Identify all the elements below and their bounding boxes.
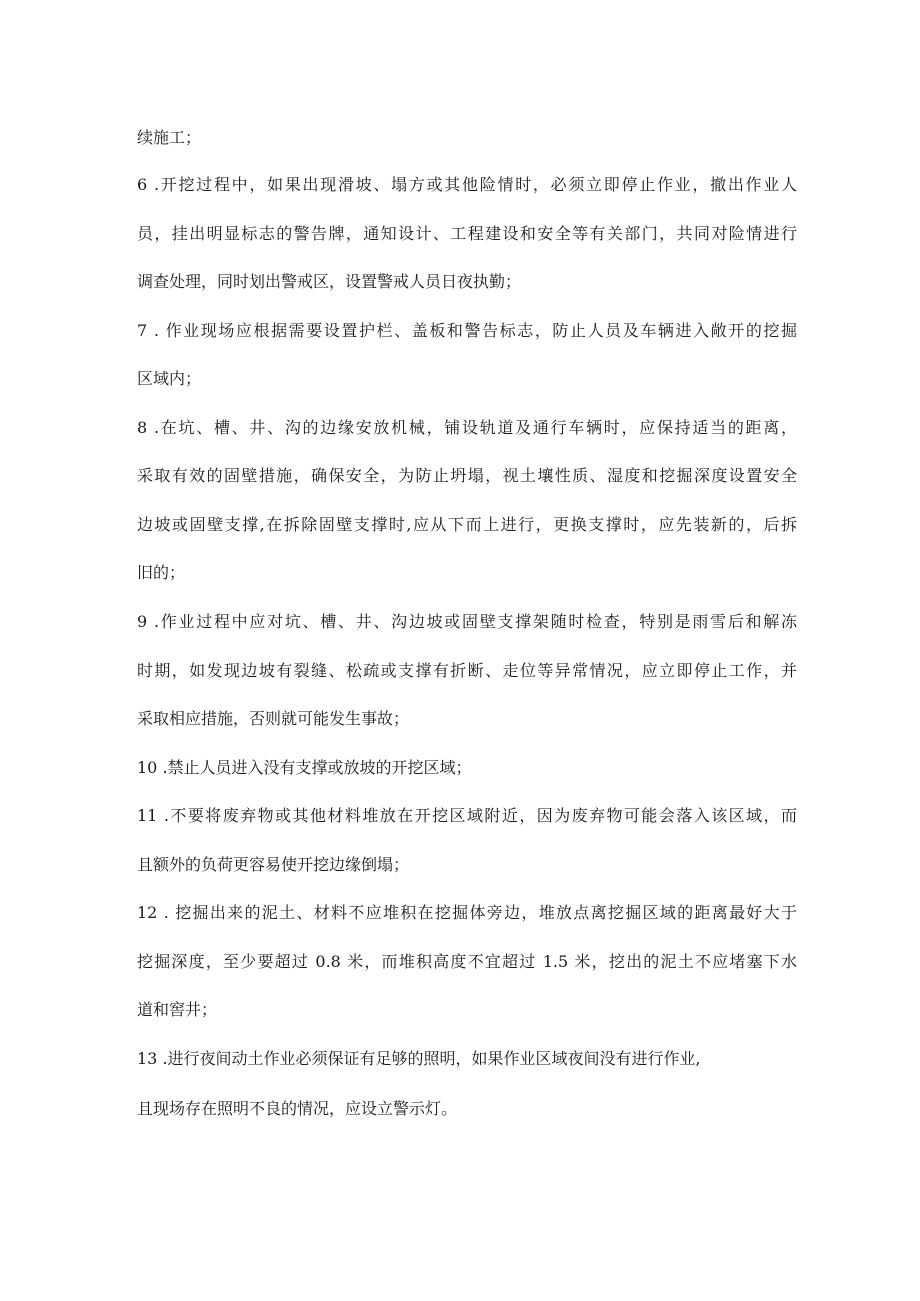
text-line: 10 .禁止人员进入没有支撑或放坡的开挖区域；: [137, 758, 472, 777]
text-line: 续施工；: [137, 128, 202, 147]
text-line: 12 . 挖掘出来的泥土、材料不应堆积在挖掘体旁边，堆放点离挖掘区域的距离最好大于: [137, 903, 797, 922]
text-line: 9 .作业过程中应对坑、槽、井、沟边坡或固壁支撑架随时检查，特别是雨雪后和解冻: [137, 612, 797, 631]
text-line: 时期，如发现边坡有裂缝、松疏或支撑有折断、走位等异常情况，应立即停止工作，并: [137, 661, 797, 680]
text-line: 且现场存在照明不良的情况，应设立警示灯。: [137, 1099, 458, 1118]
text-line: 8 .在坑、槽、井、沟的边缘安放机械，铺设轨道及通行车辆时，应保持适当的距离，: [137, 418, 797, 437]
text-line: 11 .不要将废弃物或其他材料堆放在开挖区域附近，因为废弃物可能会落入该区域，而: [137, 806, 797, 825]
text-line: 7 . 作业现场应根据需要设置护栏、盖板和警告标志，防止人员及车辆进入敞开的挖掘: [137, 321, 797, 340]
text-line: 调查处理，同时划出警戒区，设置警戒人员日夜执勤；: [137, 272, 522, 291]
text-line: 边坡或固壁支撑,在拆除固壁支撑时,应从下而上进行，更换支撑时，应先装新的，后拆: [137, 515, 797, 534]
text-line: 采取有效的固壁措施，确保安全，为防止坍塌，视土壤性质、湿度和挖掘深度设置安全: [137, 466, 797, 485]
text-line: 挖掘深度，至少要超过 0.8 米，而堆积高度不宜超过 1.5 米，挖出的泥土不应堵塞下水: [137, 952, 797, 971]
text-line: 6 .开挖过程中，如果出现滑坡、塌方或其他险情时，必须立即停止作业，撤出作业人: [137, 175, 797, 194]
text-line: 13 .进行夜间动土作业必须保证有足够的照明，如果作业区域夜间没有进行作业,: [137, 1049, 701, 1068]
text-line: 旧的；: [137, 563, 186, 582]
text-line: 且额外的负荷更容易使开挖边缘倒塌；: [137, 855, 410, 874]
text-line: 员，挂出明显标志的警告牌，通知设计、工程建设和安全等有关部门，共同对险情进行: [137, 224, 797, 243]
text-line: 采取相应措施，否则就可能发生事故；: [137, 709, 410, 728]
text-line: 区域内；: [137, 369, 202, 388]
text-line: 道和窖井；: [137, 1000, 218, 1019]
